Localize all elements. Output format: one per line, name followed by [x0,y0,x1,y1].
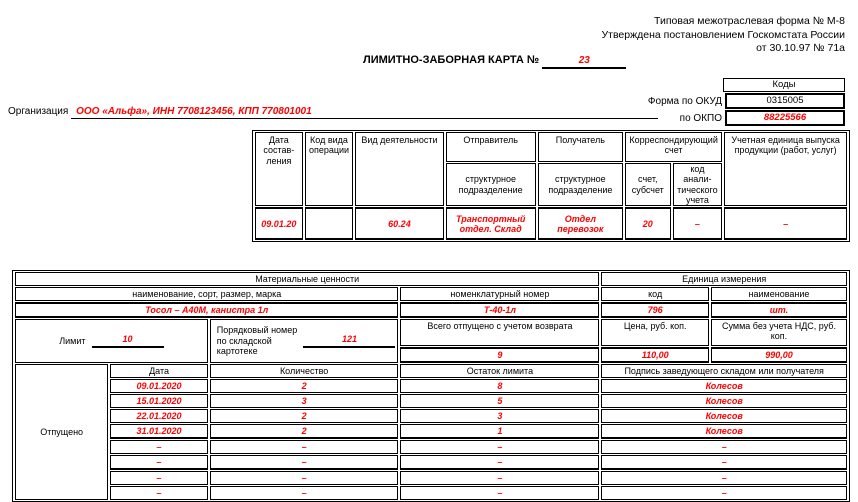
header-opcode-cell: Код вида операции [305,132,354,206]
release-signature-cell: Колесов [601,379,847,393]
total-released-value-cell: 9 [400,347,599,363]
release-date-cell: 09.01.2020 [110,379,207,393]
col-signature-header: Подпись заведующего складом или получателя [601,364,847,378]
price-value-cell: 110,00 [601,347,709,363]
okpo-label: по ОКПО [679,112,722,124]
release-remainder-cell: 8 [400,379,599,393]
release-remainder-cell: – [400,440,599,454]
card-index-value-field: 121 [303,334,395,347]
release-signature-cell: – [601,486,847,500]
col-remainder-header: Остаток лимита [400,364,599,378]
release-date-cell: – [110,486,207,500]
release-remainder-cell: – [400,455,599,470]
release-row [15,440,847,454]
release-date-cell: 22.01.2020 [110,409,207,423]
release-remainder-cell: 1 [400,424,599,439]
release-row [15,424,847,439]
release-qty-cell: – [210,440,399,454]
form-ref-line-1: Типовая межотраслевая форма № М-8 [654,15,845,27]
materials-group-cell: Материальные ценности [15,272,599,286]
release-date-cell: 15.01.2020 [110,394,207,408]
release-qty-cell: – [210,486,399,500]
header-account-cell: счет, субсчет [625,163,671,206]
release-remainder-cell: 5 [400,394,599,408]
release-row [15,379,847,393]
nomen-header-cell: номенклатурный номер [400,287,599,301]
okud-value-cell: 0315005 [725,93,845,109]
header-receiver-cell: Получатель [538,132,623,162]
limit-cell [15,319,208,363]
unit-name-value-cell: шт. [711,302,847,318]
release-date-cell: – [110,471,207,485]
header-analytic-code-cell: код анали- тического учета [673,163,723,206]
unit-code-header-cell: код [601,287,709,301]
materials-value-row [15,302,847,318]
release-remainder-cell: 3 [400,409,599,423]
release-signature-cell: Колесов [601,394,847,408]
limit-value-field: 10 [92,334,164,347]
codes-header-cell: Коды [723,78,845,92]
value-receiver-cell: Отдел перевозок [538,207,623,240]
value-date-cell: 09.01.20 [255,207,303,240]
release-qty-cell: 2 [210,379,399,393]
value-sender-cell: Транспортный отдел. Склад [446,207,536,240]
form-ref-line-2: Утверждена постановлением Госкомстата России [601,28,845,41]
materials-group-header-row [15,272,847,286]
release-columns-header-row [15,364,847,378]
document-number-field: 23 [542,55,626,69]
release-qty-cell: 3 [210,394,399,408]
col-date-header: Дата [110,364,207,378]
release-date-cell: – [110,455,207,470]
header-corr-account-cell: Корреспондирующий счет [625,132,722,162]
released-label-cell: Отпущено [15,364,108,500]
total-released-header-cell: Всего отпущено с учетом возврата [400,319,599,346]
sum-header-cell: Сумма без учета НДС, руб. коп. [711,319,847,346]
name-value-cell: Тосол – А40М, канистра 1л [15,302,398,318]
materials-subheader-row [15,287,847,301]
header-sender-cell: Отправитель [446,132,536,162]
card-index-cell [210,319,399,363]
unit-group-cell: Единица измерения [601,272,847,286]
name-header-cell: наименование, сорт, размер, марка [15,287,398,301]
release-date-cell: – [110,440,207,454]
release-signature-cell: – [601,440,847,454]
organization-line [8,106,658,119]
document-title-label: ЛИМИТНО-ЗАБОРНАЯ КАРТА № [363,54,540,66]
release-signature-cell: Колесов [601,424,847,439]
price-header-cell: Цена, руб. коп. [601,319,709,346]
release-qty-cell: 2 [210,409,399,423]
details-value-row [255,207,847,240]
release-remainder-cell: – [400,486,599,500]
card-index-label: Порядковый номер по складской картотеке [216,325,298,357]
unit-code-value-cell: 796 [601,302,709,318]
document-title [363,54,626,69]
okpo-value-cell: 88225566 [725,110,845,126]
header-activity-cell: Вид деятельности [355,132,443,206]
release-remainder-cell: – [400,471,599,485]
value-opcode-cell [305,207,354,240]
form-reference-block [601,15,845,56]
value-unit-output-cell: – [724,207,847,240]
header-date-cell: Дата состав- ления [255,132,303,206]
header-receiver-subunit-cell: структурное подразделение [538,163,623,206]
release-row [15,471,847,485]
release-signature-cell: – [601,471,847,485]
form-ref-line-3: от 30.10.97 № 71а [756,42,845,54]
release-qty-cell: – [210,471,399,485]
release-row [15,394,847,408]
limit-label: Лимит [59,335,86,346]
release-row [15,455,847,470]
release-qty-cell: – [210,455,399,470]
details-table [252,130,850,242]
sum-value-cell: 990,00 [711,347,847,363]
release-signature-cell: – [601,455,847,470]
value-activity-cell: 60.24 [355,207,443,240]
header-sender-subunit-cell: структурное подразделение [446,163,536,206]
release-row [15,409,847,423]
release-qty-cell: 2 [210,424,399,439]
release-signature-cell: Колесов [601,409,847,423]
organization-value-field: ООО «Альфа», ИНН 7708123456, КПП 770801001 [71,106,658,119]
release-row [15,486,847,500]
okud-label: Форма по ОКУД [647,95,722,107]
col-qty-header: Количество [210,364,399,378]
nomen-value-cell: Т-40-1л [400,302,599,318]
value-analytic-code-cell: – [673,207,723,240]
organization-label: Организация [8,106,69,117]
limit-header-row [15,319,847,346]
header-unit-output-cell: Учетная единица выпуска продукции (работ, услуг) [724,132,847,206]
details-header-row-1 [255,132,847,162]
value-account-cell: 20 [625,207,671,240]
materials-table [12,270,850,502]
unit-name-header-cell: наименование [711,287,847,301]
release-date-cell: 31.01.2020 [110,424,207,439]
